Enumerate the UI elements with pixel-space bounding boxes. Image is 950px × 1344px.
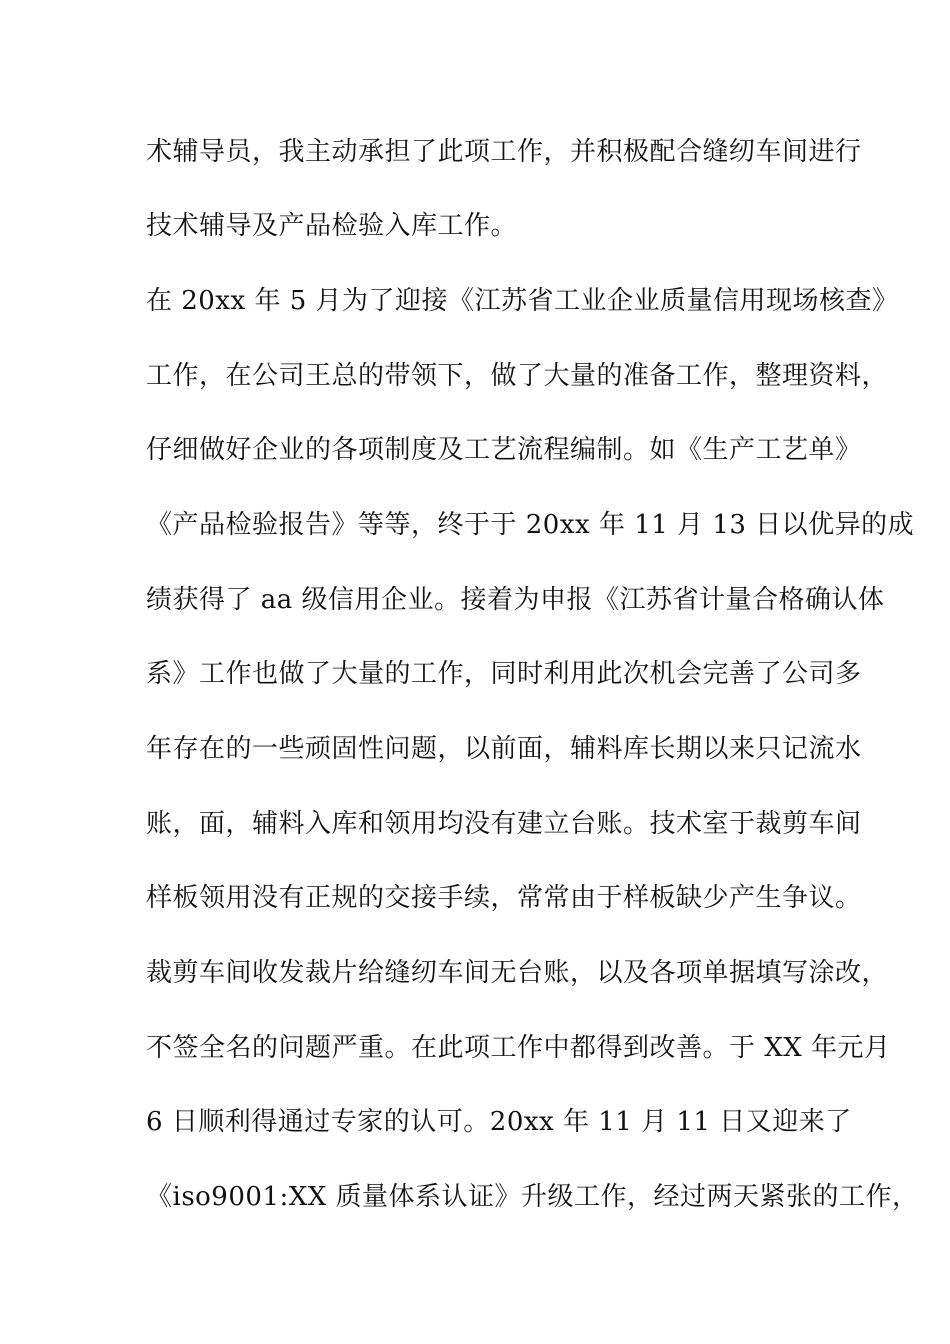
text-line: 在 20xx 年 5 月为了迎接《江苏省工业企业质量信用现场核查》 xyxy=(146,286,899,316)
text-line: 不签全名的问题严重。在此项工作中都得到改善。于 XX 年元月 xyxy=(146,1033,891,1063)
text-line: 《iso9001:XX 质量体系认证》升级工作，经过两天紧张的工作， xyxy=(146,1182,919,1212)
text-line: 技术辅导及产品检验入库工作。 xyxy=(146,211,518,241)
text-line: 工作，在公司王总的带领下，做了大量的准备工作，整理资料， xyxy=(146,361,889,391)
text-line: 仔细做好企业的各项制度及工艺流程编制。如《生产工艺单》 xyxy=(146,435,862,465)
text-line: 术辅导员，我主动承担了此项工作，并积极配合缝纫车间进行 xyxy=(146,137,862,167)
text-line: 样板领用没有正规的交接手续，常常由于样板缺少产生争议。 xyxy=(146,883,862,913)
text-line: 账，面，辅料入库和领用均没有建立台账。技术室于裁剪车间 xyxy=(146,809,862,839)
text-line: 裁剪车间收发裁片给缝纫车间无台账，以及各项单据填写涂改， xyxy=(146,958,889,988)
text-line: 6 日顺利得通过专家的认可。20xx 年 11 月 11 日又迎来了 xyxy=(146,1107,852,1137)
text-line: 系》工作也做了大量的工作，同时利用此次机会完善了公司多 xyxy=(146,659,862,689)
text-line: 年存在的一些顽固性问题，以前面，辅料库长期以来只记流水 xyxy=(146,734,862,764)
text-line: 绩获得了 aa 级信用企业。接着为申报《江苏省计量合格确认体 xyxy=(146,585,885,615)
text-line: 《产品检验报告》等等，终于于 20xx 年 11 月 13 日以优异的成 xyxy=(146,510,915,540)
